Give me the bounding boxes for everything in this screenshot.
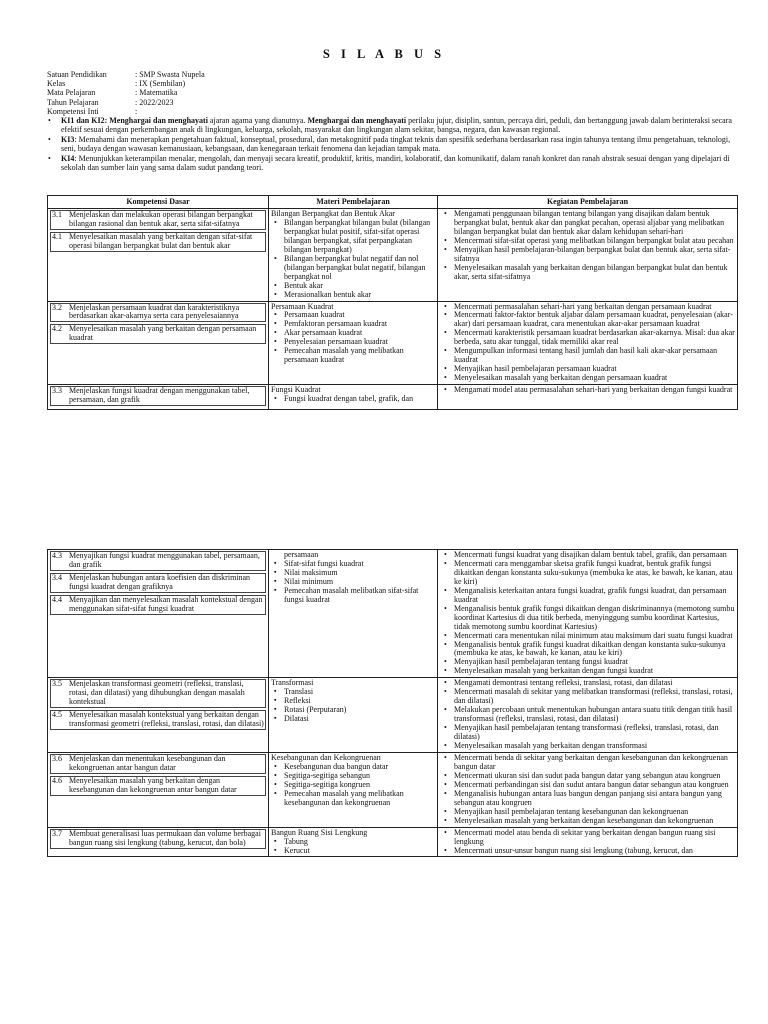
list-item: • Mencermati fungsi kuadrat yang disajikan dalam bentuk tabel, grafik, dan persamaan — [440, 551, 735, 560]
list-item: • Mencermati unsur-unsur bangun ruang sisi lengkung (tabung, kerucut, dan — [440, 847, 735, 856]
list-item: ▪ Pemecahan masalah melibatkan sifat-sifat fungsi kuadrat — [271, 587, 435, 605]
kp-cell — [438, 752, 738, 827]
kd-number: 3.4 — [52, 572, 62, 582]
list-item: • Kesebangunan dua bangun datar — [271, 763, 435, 772]
kd-text: Menyelesaikan masalah yang berkaitan dengan kesebangunan dan kekongruenan antar bangun datar — [69, 775, 237, 794]
mp-list — [271, 763, 435, 808]
list-item: • Mencermati faktor-faktor bentuk aljabar dalam persamaan kuadrat, penyelesaian (akar-akar) dari persamaan kuadrat, cara menentukan akar-akar persamaan kuadrat — [440, 311, 735, 329]
kp-cell — [438, 385, 738, 410]
kd-text: Menjelaskan fungsi kuadrat dengan menggunakan tabel, persamaan, dan grafik — [69, 386, 250, 405]
kp-list — [440, 386, 735, 395]
list-item: • Mencermati sifat-sifat operasi yang melibatkan bilangan berpangkat bulat atau pecahan — [440, 237, 735, 246]
kd-item — [50, 754, 266, 774]
list-item: • Mengumpulkan informasi tentang hasil jumlah dan hasil kali akar-akar persamaan kuadrat — [440, 347, 735, 365]
list-item: • Mencermati masalah di sekitar yang melibatkan transformasi (refleksi, translasi, rotasi, dan dilatasi) — [440, 688, 735, 706]
mp-title: Bangun Ruang Sisi Lengkung — [271, 827, 368, 837]
list-item: • Pemfaktoran persamaan kuadrat — [271, 320, 435, 329]
mp-title: Persamaan Kuadrat — [271, 301, 334, 311]
mp-cell — [269, 752, 438, 827]
mp-title: Transformasi — [271, 678, 314, 688]
kd-text: Menyelesaikan masalah yang berkaitan dengan sifat-sifat operasi bilangan berpangkat bulat dan bentuk akar — [69, 231, 253, 250]
list-item: • Segitiga-segitiga kongruen — [271, 781, 435, 790]
list-item: • Mencermati ukuran sisi dan sudut pada bangun datar yang sebangun atau kongruen — [440, 772, 735, 781]
mp-cell — [269, 301, 438, 385]
info-label: Satuan Pendidikan — [47, 70, 107, 79]
kd-item — [50, 232, 266, 252]
list-item: • Pemecahan masalah yang melibatkan persamaan kuadrat — [271, 347, 435, 365]
ki-text — [61, 117, 737, 135]
list-item: • Akar persamaan kuadrat — [271, 329, 435, 338]
list-item: • Menyelesaikan masalah yang berkaitan dengan transformasi — [440, 742, 735, 751]
info-value: : Matematika — [135, 88, 178, 98]
kp-list — [440, 303, 735, 384]
kd-number: 3.5 — [52, 679, 62, 689]
ki-code: KI1 dan KI2 — [61, 116, 105, 125]
kp-cell — [438, 678, 738, 753]
mp-list — [271, 838, 435, 856]
list-item: • Menyelesaikan masalah yang berkaitan dengan fungsi kuadrat — [440, 667, 735, 676]
page-title: S I L A B U S — [322, 47, 446, 61]
list-item: ▪ Rotasi (Perputaran) — [271, 706, 435, 715]
mp-list — [271, 395, 435, 404]
info-row — [47, 99, 737, 108]
list-item: • Menganalisis bentuk grafik fungsi dikaitkan dengan diskriminannya (memotong sumbu koordinat Kartesius di dua titik berbeda, menyinggung sumbu koordinat Kartesius, tidak memotong sumbu koordinat Kartesius) — [440, 605, 735, 632]
header-materi-pembelajaran: Materi Pembelajaran — [269, 196, 438, 209]
table-row — [48, 752, 738, 827]
info-value: : IX (Sembilan) — [135, 79, 186, 89]
ki-emphasis: : Menghargai dan menghayati — [104, 116, 208, 125]
list-item: • Menyajikan hasil pembelajaran-bilangan berpangkat bulat dan bentuk akar, serta sifat-sifatnya — [440, 246, 735, 264]
table-row — [48, 678, 738, 753]
list-item: ▪ Refleksi — [271, 697, 435, 706]
bullet-icon: • — [48, 153, 51, 163]
table-row — [48, 827, 738, 857]
list-item: • Segitiga-segitiga sebangun — [271, 772, 435, 781]
kd-number: 3.2 — [52, 302, 62, 312]
mp-list — [271, 688, 435, 724]
list-item: • Mengamati model atau permasalahan sehari-hari yang berkaitan dengan fungsi kuadrat — [440, 386, 735, 395]
kd-cell — [48, 827, 269, 857]
ki-text — [61, 155, 737, 173]
ki-item-ki1-ki2 — [47, 117, 737, 135]
list-item: ▪ Translasi — [271, 688, 435, 697]
mp-cell — [269, 550, 438, 678]
table-row — [48, 209, 738, 302]
kd-item — [50, 776, 266, 796]
info-label: Tahun Pelajaran — [47, 97, 99, 107]
kp-cell — [438, 209, 738, 302]
kd-text: Menjelaskan dan menentukan kesebangunan dan kekongruenan antar bangun datar — [69, 753, 226, 772]
table-row — [48, 550, 738, 678]
kd-cell — [48, 385, 269, 410]
list-item: • Mencermati permasalahan sehari-hari yang berkaitan dengan persamaan kuadrat — [440, 303, 735, 312]
mp-cell — [269, 827, 438, 857]
kd-cell — [48, 301, 269, 385]
list-item: • Persamaan kuadrat — [271, 311, 435, 320]
list-item: • Menganalisis hubungan antara luas bangun dengan panjang sisi antara bangun yang sebangun atau kongruen — [440, 790, 735, 808]
info-label: Kelas — [47, 79, 66, 89]
list-item: • Menyelesaikan masalah yang berkaitan dengan bilangan berpangkat bulat dan bentuk akar, serta sifat-sifatnya — [440, 264, 735, 282]
kd-number: 4.5 — [52, 710, 62, 720]
kd-text: Menjelaskan persamaan kuadrat dan karakteristiknya berdasarkan akar-akarnya serta cara penyelesaiannya — [69, 302, 240, 321]
list-item: • Bentuk akar — [271, 282, 435, 291]
ki-text — [61, 136, 737, 154]
list-item: • Menganalisis keterkaitan antara fungsi kuadrat, grafik fungsi kuadrat, dan persamaan kuadrat — [440, 587, 735, 605]
ki-body: : Menunjukkan keterampilan menalar, mengolah, dan menyaji secara kreatif, produktif, kritis, mandiri, kolaboratif, dan komunikatif, dalam ranah konkret dan ranah abstrak sesuai dengan yang dipelajari di sekolah dan sumber lain yang sama dalam sudut pandang teori. — [61, 153, 730, 172]
ki-item-ki3 — [47, 136, 737, 154]
mp-list — [271, 560, 435, 605]
kd-number: 3.3 — [52, 386, 62, 396]
kd-number: 3.7 — [52, 828, 62, 838]
mp-continuation: persamaan — [284, 550, 319, 559]
list-item: • Mencermati benda di sekitar yang berkaitan dengan kesebangunan dan kekongruenan bangun datar — [440, 754, 735, 772]
info-label: Kompetensi Inti — [47, 106, 99, 116]
list-item: ▪ Sifat-sifat fungsi kuadrat — [271, 560, 435, 569]
list-item: • Pemecahan masalah yang melibatkan kesebangunan dan kekongruenan — [271, 790, 435, 808]
kd-number: 4.6 — [52, 775, 62, 785]
mp-cell — [269, 678, 438, 753]
info-value: : — [135, 106, 138, 116]
list-item: • Mencermati karakteristik persamaan kuadrat berdasarkan akar-akarnya. Misal: dua akar berbeda, satu akar tunggal, tidak memiliki akar real — [440, 329, 735, 347]
list-item: • Penyelesaian persamaan kuadrat — [271, 338, 435, 347]
silabus-table-page-2 — [47, 549, 738, 857]
list-item: • Mengamati demontrasi tentang refleksi, translasi, rotasi, dan dilatasi — [440, 679, 735, 688]
list-item: ▪ Nilai minimum — [271, 578, 435, 587]
ki-code: KI3 — [61, 134, 75, 144]
kp-list — [440, 551, 735, 676]
page-1 — [0, 0, 768, 506]
kd-item — [50, 551, 266, 571]
mp-cell — [269, 209, 438, 302]
kd-item — [50, 324, 266, 344]
page-2 — [0, 546, 768, 1024]
info-value: : 2022/2023 — [135, 97, 174, 107]
kompetensi-inti-list — [47, 117, 737, 174]
kp-list — [440, 210, 735, 282]
kd-item — [50, 829, 266, 849]
kd-text: Menjelaskan dan melakukan operasi bilangan berpangkat bilangan rasional dan bentuk akar, serta sifat-sifatnya — [69, 210, 253, 228]
kd-item — [50, 303, 266, 323]
kp-cell — [438, 301, 738, 385]
list-item: • Menyajikan hasil pembelajaran tentang fungsi kuadrat — [440, 658, 735, 667]
list-item: • Menyelesaikan masalah yang berkaitan dengan kesebangunan dan kekongruenan — [440, 817, 735, 826]
list-item: • Mencermati model atau benda di sekitar yang berkaitan dengan bangun ruang sisi lengkung — [440, 829, 735, 847]
ki-emphasis: Menghargai dan menghayati — [307, 116, 407, 125]
page-gap — [0, 506, 768, 546]
ki-item-ki4 — [47, 155, 737, 173]
kd-text: Menyelesaikan masalah yang berkaitan dengan persamaan kuadrat — [69, 324, 257, 343]
bullet-icon: • — [48, 134, 51, 144]
kp-list — [440, 679, 735, 751]
kd-text: Menjelaskan hubungan antara koefisien dan diskriminan fungsi kuadrat dengan grafiknya — [69, 572, 251, 591]
list-item: • Menganalisis bentuk grafik fungsi kuadrat dikaitkan dengan konstanta suku-sukunya (membuka ke atas, ke bawah, ke kanan, atau ke kiri) — [440, 641, 735, 659]
list-item: • Mencermati cara menggambar sketsa grafik fungsi kuadrat, bentuk grafik fungsi dikaitkan dengan konstanta suku-sukunya (membuka ke atas, ke bawah, ke kanan, atau ke kiri) — [440, 560, 735, 587]
kd-number: 4.2 — [52, 324, 62, 334]
list-item: • Menyajikan hasil pembelajaran persamaan kuadrat — [440, 365, 735, 374]
kd-text: Membuat generalisasi luas permukaan dan volume berbagai bangun ruang sisi lengkung (tabung, kerucut, dan bola) — [69, 828, 261, 847]
kd-item — [50, 679, 266, 708]
ki-body: ajaran agama yang dianutnya. — [207, 116, 308, 125]
kd-item — [50, 210, 266, 230]
kd-number: 4.1 — [52, 231, 62, 241]
kd-item — [50, 595, 266, 615]
mp-list — [271, 311, 435, 365]
list-item: • Bilangan berpangkat bulat negatif dan nol (bilangan berpangkat bulat negatif, bilangan berpangkat nol — [271, 255, 435, 282]
ki-body: perilaku jujur, disiplin, santun, percaya diri, peduli, dan bertanggung jawab dalam berinteraksi secara efektif sesuai dengan perkembangan anak di lingkungan, keluarga, sekolah, masyarakat dan lingkungan alam sekitar, bangsa, negara, dan kawasan regional. — [61, 116, 732, 134]
table-row — [48, 301, 738, 385]
kd-item — [50, 573, 266, 593]
kp-cell — [438, 827, 738, 857]
kd-cell — [48, 752, 269, 827]
list-item: • Mencermati perbandingan sisi dan sudut antara bangun datar sebangun atau kongruen — [440, 781, 735, 790]
kd-number: 4.3 — [52, 551, 62, 560]
info-value: : SMP Swasta Nupela — [135, 70, 205, 79]
kd-text: Menyajikan fungsi kuadrat menggunakan tabel, persamaan, dan grafik — [69, 551, 260, 569]
list-item: • Mengamati penggunaan bilangan tentang bilangan yang disajikan dalam bentuk berpangkat bulat, bentuk akar dan pangkat pecahan, operasi aljabar yang melibatkan bilangan berpangkat bulat dan bentuk akar dalam kehidupan sehari-hari — [440, 210, 735, 237]
mp-title: Bilangan Berpangkat dan Bentuk Akar — [271, 209, 395, 218]
kp-list — [440, 754, 735, 826]
list-item: ▪ Kerucut — [271, 847, 435, 856]
list-item: • Mencermati cara menentukan nilai minimum atau maksimum dari suatu fungsi kuadrat — [440, 632, 735, 641]
header-kegiatan-pembelajaran: Kegiatan Pembelajaran — [438, 196, 738, 209]
kd-number: 3.1 — [52, 210, 62, 219]
mp-cell — [269, 385, 438, 410]
info-label: Mata Pelajaran — [47, 88, 96, 98]
list-item: ▪ Dilatasi — [271, 715, 435, 724]
kd-cell — [48, 678, 269, 753]
mp-title: Fungsi Kuadrat — [271, 385, 321, 395]
kd-item — [50, 710, 266, 730]
kp-cell — [438, 550, 738, 678]
list-item: ▪ Tabung — [271, 838, 435, 847]
kd-cell — [48, 550, 269, 678]
list-item: • Melakukan percobaan untuk menentukan hubungan antara suatu titik dengan titik hasil transformasi (refleksi, translasi, rotasi, dan dilatasi) — [440, 706, 735, 724]
list-item: • Menyajikan hasil pembelajaran tentang kesebangunan dan kekongruenan — [440, 808, 735, 817]
kd-number: 3.6 — [52, 753, 62, 763]
header-kompetensi-dasar: Kompetensi Dasar — [48, 196, 269, 209]
kd-text: Menyajikan dan menyelesaikan masalah kontekstual dengan menggunakan sifat-sifat fungsi kuadrat — [69, 594, 263, 613]
list-item: • Fungsi kuadrat dengan tabel, grafik, dan — [271, 395, 435, 404]
kd-text: Menjelaskan transformasi geometri (refleksi, translasi, rotasi, dan dilatasi) yang dihubungkan dengan masalah kontekstual — [69, 679, 245, 707]
bullet-icon: • — [48, 116, 51, 125]
kd-text: Menyelesaikan masalah kontekstual yang berkaitan dengan transformasi geometri (refleksi, translasi, rotasi, dan dilatasi) — [69, 710, 264, 729]
kd-number: 4.4 — [52, 594, 62, 604]
kd-item — [50, 386, 266, 406]
ki-body: : Memahami dan menerapkan pengetahuan faktual, konseptual, prosedural, dan metakognitif pada tingkat teknis dan spesifik sederhana berdasarkan rasa ingin tahunya tentang ilmu pengetahuan, teknologi, seni, budaya dengan wawasan kemanusiaan, kebangsaan, dan kenegaraan terkait fenomena dan kejadian tampak mata. — [61, 134, 731, 153]
list-item: • Menyajikan hasil pembelajaran tentang transformasi (refleksi, translasi, rotasi, dan dilatasi) — [440, 724, 735, 742]
list-item: ▪ Nilai maksimum — [271, 569, 435, 578]
mp-title: Kesebangunan dan Kekongruenan — [271, 752, 381, 762]
list-item: • Bilangan berpangkat bilangan bulat (bilangan berpangkat bulat positif, sifat-sifat operasi bilangan berpangkat, sifat perpangkatan bilangan berpangkat) — [271, 219, 435, 255]
table-row — [48, 385, 738, 410]
list-item: • Merasionalkan bentuk akar — [271, 291, 435, 300]
kd-cell — [48, 209, 269, 302]
kp-list — [440, 829, 735, 856]
identity-block — [47, 71, 737, 117]
silabus-table-page-1 — [47, 195, 738, 410]
list-item: • Menyelesaikan masalah yang berkaitan dengan persamaan kuadrat — [440, 374, 735, 383]
table-header-row — [48, 196, 738, 209]
ki-code: KI4 — [61, 153, 75, 163]
mp-list — [271, 219, 435, 300]
